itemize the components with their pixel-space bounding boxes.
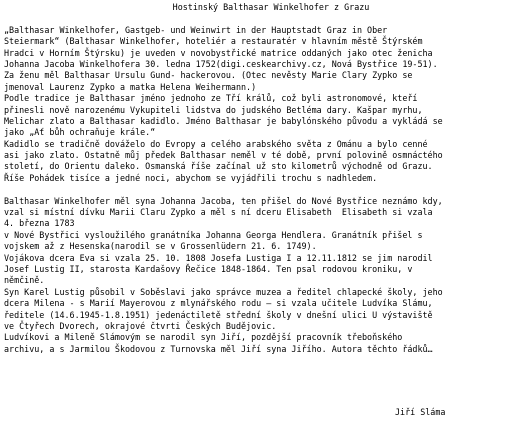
text-line: Balthasar Winkelhofer měl syna Johanna Jacoba, ten přišel do Nové Bystřice neznámo kdy,: [4, 195, 443, 206]
spacer: [4, 13, 518, 24]
paragraph-family: [4, 196, 518, 355]
text-line: 4. března 1783: [4, 218, 75, 229]
text-line: jako „Ať bůh ochraňuje krále.“: [4, 127, 156, 138]
text-line: Za ženu měl Balthasar Ursulu Gund- hackerovou. (Otec nevěsty Marie Clary Zypko se: [4, 70, 413, 81]
text-line: Podle tradice je Balthasar jméno jednoho ze Tří králů, což byli astronomové, kteří: [4, 93, 418, 104]
text-line: vzal si místní dívku Marii Claru Zypko a měl s ní dceru Elisabeth Elisabeth si vzala: [4, 207, 433, 218]
text-line: ředitele (14.6.1945-1.8.1951) jedenáctiletě střední školy v dnešní ulici U výstaviště: [4, 309, 433, 320]
text-line: Josef Lustig II, starosta Kardašovy Řečice 1848-1864. Ten psal rodovou kroniku, v: [4, 263, 413, 274]
text-line: asi jako zlato. Ostatně můj předek Balthasar neměl v té době, první polovině osmnáctého: [4, 150, 443, 161]
text-line: „Balthasar Winkelhofer, Gastgeb- und Weinwirt in der Hauptstadt Graz in Ober: [4, 24, 388, 35]
text-line: vojskem až z Hesenska(narodil se v Grossenlüdern 21. 6. 1749).: [4, 241, 317, 252]
text-line: archivu, a s Jarmilou Škodovou z Turnovska měl Jiří syna Jiřího. Autora těchto řádků…: [4, 343, 433, 354]
text-line: dcera Milena - s Marií Mayerovou z mlynářského rodu – si vzala učitele Ludvíka Slámu,: [4, 298, 433, 309]
text-line: němčině.: [4, 275, 45, 286]
text-line: Hradci v Horním Štýrsku) je uveden v novobystřické matrice oddaných jako otec ženicha: [4, 47, 433, 58]
text-line: Kadidlo se tradičně dováželo do Evropy a celého arabského světa z Ománu a bylo cenné: [4, 138, 428, 149]
document-title: Hostinský Balthasar Winkelhofer z Grazu: [172, 2, 370, 12]
text-line: přinesli nově narozenému Vykupiteli lidstva do judského Betléma dary. Kašpar myrhu,: [4, 104, 423, 115]
text-line: v Nové Bystřici vysloužilého granátníka Johanna Georga Hendlera. Granátník přišel s: [4, 229, 423, 240]
spacer: [4, 184, 518, 195]
text-line: Vojákova dcera Eva si vzala 25. 10. 1808 Josefa Lustiga I a 12.11.1812 se jim narodil: [4, 252, 433, 263]
text-line: jmenoval Laurenz Zypko a matka Helena Weihermann.): [4, 81, 257, 92]
document-page: [4, 2, 518, 355]
text-line: Steiermark“ (Balthasar Winkelhofer, hoteliér a restauratér v hlavním městě Štýrském: [4, 36, 423, 47]
text-line: Říše Pohádek tisíce a jedné noci, abychom se vyjádřili trochu s nadhledem.: [4, 172, 378, 183]
text-line: století, do Orientu daleko. Osmanská říše začínal už sto kilometrů východně od Grazu.: [4, 161, 433, 172]
text-line: Melichar zlato a Balthasar kadidlo. Jméno Balthasar je babylónského původu a vykládá se: [4, 115, 443, 126]
paragraph-tradition: [4, 25, 518, 184]
text-line: Syn Karel Lustig působil v Soběslavi jako správce muzea a ředitel chlapecké školy, jeho: [4, 286, 443, 297]
author-signature: Jiří Sláma: [395, 407, 446, 417]
text-line: ve Čtyřech Dvorech, okrajové čtvrti Českých Budějovic.: [4, 320, 277, 331]
text-line: Ludvíkovi a Mileně Slámovým se narodil syn Jiří, pozdější pracovník třeboňského: [4, 332, 403, 343]
text-line: Johanna Jacoba Winkelhofera 30. ledna 1752(digi.ceskearchivy.cz, Nová Bystřice 19-51).: [4, 58, 438, 69]
